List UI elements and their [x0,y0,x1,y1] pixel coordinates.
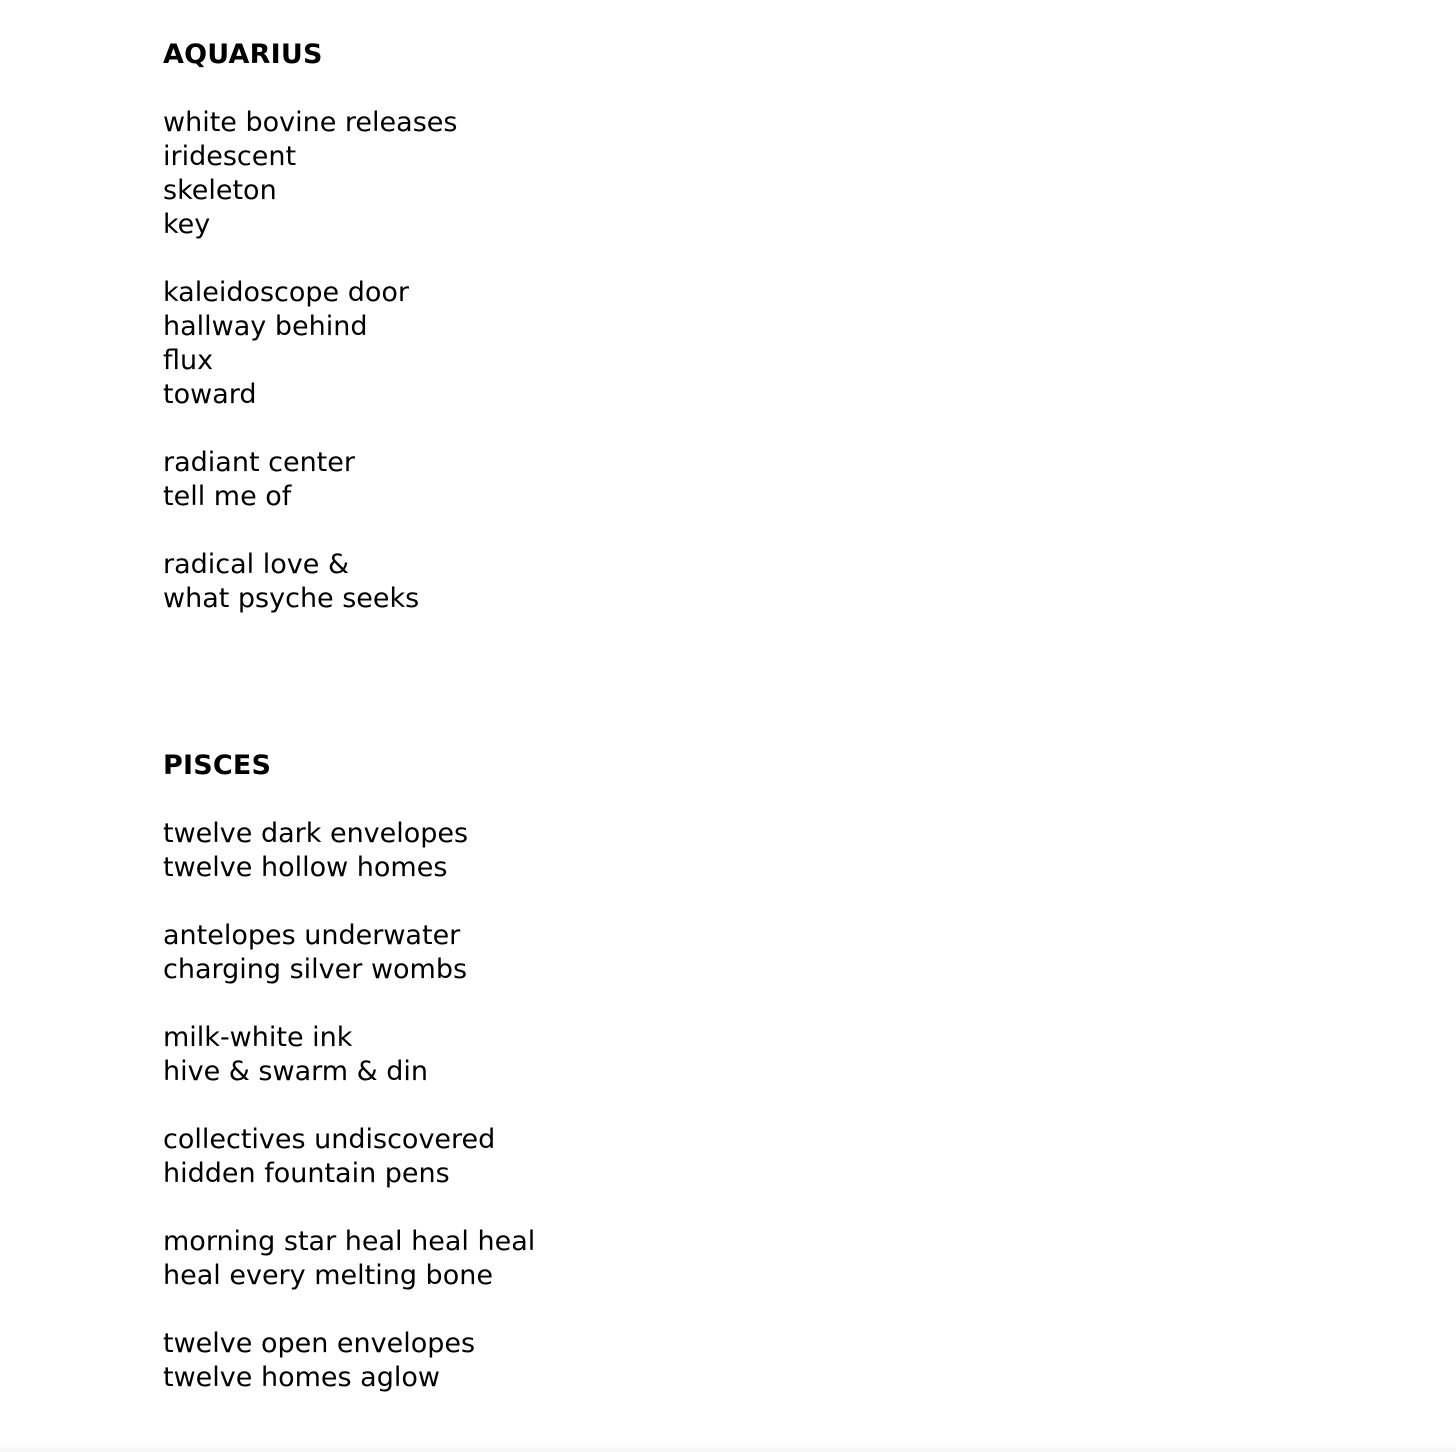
poem-line: twelve homes aglow [163,1362,440,1393]
poem-line: radical love & [163,549,350,580]
stanza [163,1123,535,1191]
poem-line: flux [163,345,214,376]
stanza [163,1327,535,1395]
stanza [163,1225,535,1293]
poem-title: PISCES [163,750,272,781]
poem-line: hive & swarm & din [163,1056,429,1087]
poem-line: antelopes underwater [163,920,461,951]
stanza [163,106,457,242]
poem-aquarius [163,38,457,616]
poem-line: hallway behind [163,311,368,342]
poem-line: what psyche seeks [163,583,420,614]
poem-pisces [163,749,535,1395]
poem-line: twelve open envelopes [163,1328,476,1359]
poem-line: iridescent [163,141,297,172]
poem-line: milk-white ink [163,1022,353,1053]
poem-line: skeleton [163,175,277,206]
poem-line: twelve dark envelopes [163,818,469,849]
stanza [163,919,535,987]
poem-line: tell me of [163,481,292,512]
poem-line: morning star heal heal heal [163,1226,536,1257]
poem-line: key [163,209,211,240]
page-bottom-shadow [0,1442,1456,1452]
poem-line: radiant center [163,447,355,478]
poem-line: collectives undiscovered [163,1124,496,1155]
stanza [163,817,535,885]
poem-line: charging silver wombs [163,954,468,985]
poem-title: AQUARIUS [163,39,323,70]
stanza [163,548,457,616]
poem-line: twelve hollow homes [163,852,448,883]
poem-line: toward [163,379,257,410]
poem-line: white bovine releases [163,107,458,138]
poem-line: kaleidoscope door [163,277,410,308]
stanza [163,1021,535,1089]
poem-line: heal every melting bone [163,1260,493,1291]
stanza [163,276,457,412]
stanza [163,446,457,514]
poem-line: hidden fountain pens [163,1158,450,1189]
